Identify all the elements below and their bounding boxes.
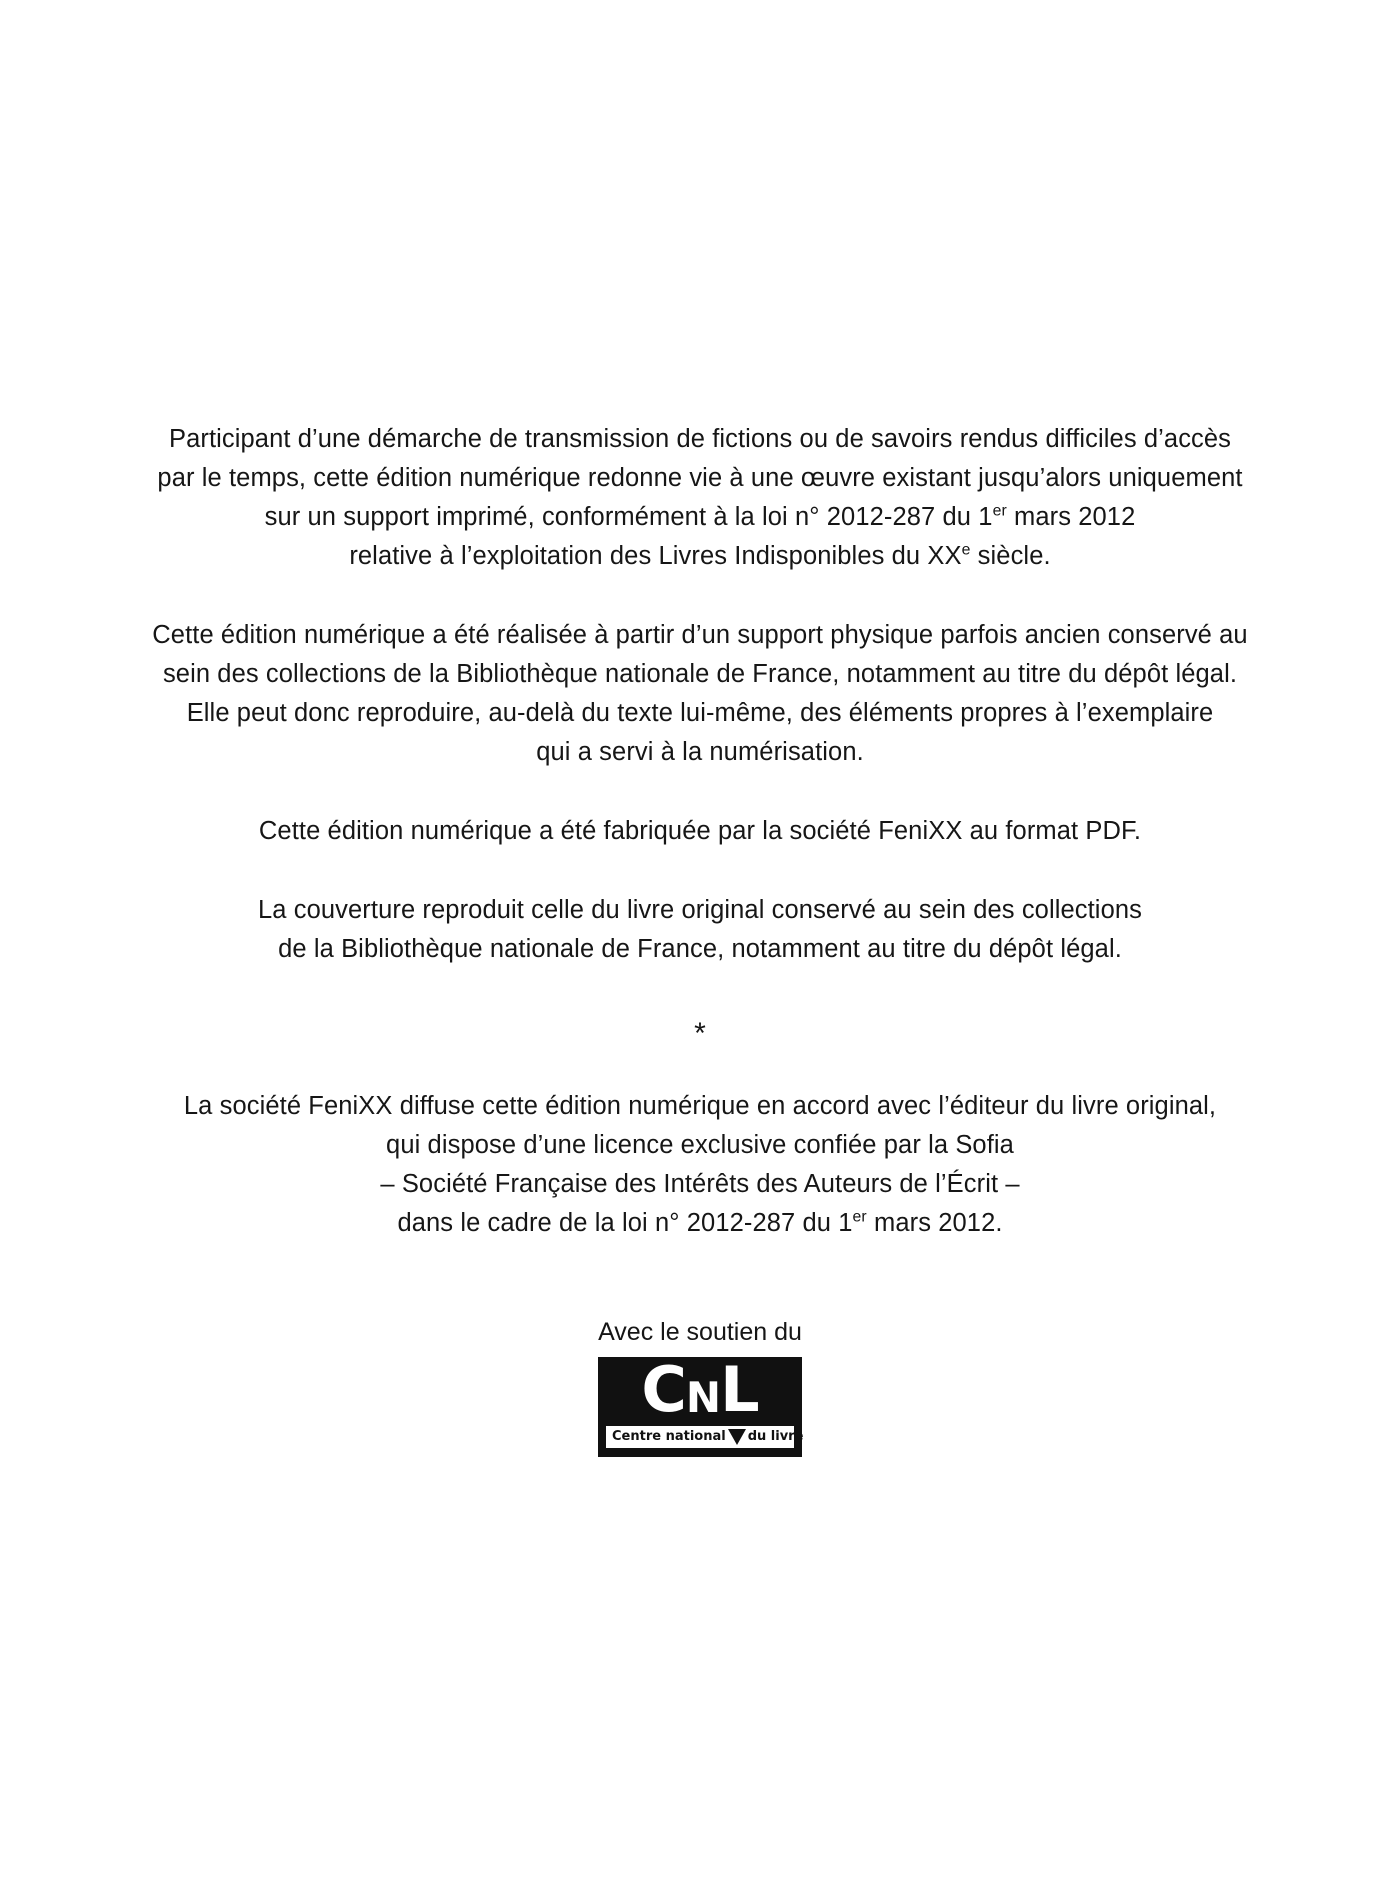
cnl-logo-subtitle <box>606 1426 804 1448</box>
triangle-icon <box>728 1429 746 1445</box>
line-text: siècle. <box>970 542 1051 570</box>
paragraph-physical-support <box>140 616 1260 772</box>
paragraph-line: La société FeniXX diffuse cette édition numérique en accord avec l’éditeur du livre original, <box>183 1092 1217 1120</box>
cnl-subtitle-left: Centre national <box>612 1429 726 1444</box>
paragraph-line: de la Bibliothèque nationale de France, notamment au titre du dépôt légal. <box>278 935 1122 963</box>
paragraph-line: qui dispose d’une licence exclusive confiée par la Sofia <box>386 1131 1014 1159</box>
paragraph-line: par le temps, cette édition numérique redonne vie à une œuvre existant jusqu’alors uniquement <box>157 464 1243 492</box>
cnl-logo-letters <box>598 1353 802 1426</box>
cnl-logo <box>598 1353 804 1457</box>
paragraph-fabrication <box>140 812 1260 851</box>
line-text: mars 2012. <box>866 1209 1003 1237</box>
legal-notice-content <box>0 420 1400 1457</box>
ordinal-suffix: er <box>852 1208 867 1226</box>
paragraph-line <box>140 498 1260 537</box>
cnl-letter-n: N <box>685 1373 721 1422</box>
line-text: mars 2012 <box>1006 503 1136 531</box>
paragraph-line: qui a servi à la numérisation. <box>536 738 864 766</box>
cnl-letter-c: C <box>641 1353 686 1426</box>
paragraph-transmission <box>140 420 1260 576</box>
line-text: sur un support imprimé, conformément à la loi n° 2012-287 du 1 <box>264 503 993 531</box>
ordinal-suffix: e <box>961 541 971 559</box>
paragraph-line: Participant d’une démarche de transmission de fictions ou de savoirs rendus difficiles d’accès <box>168 425 1232 453</box>
paragraph-line: sein des collections de la Bibliothèque nationale de France, notamment au titre du dépôt légal. <box>162 660 1238 688</box>
paragraph-distribution <box>140 1087 1260 1243</box>
paragraph-cover <box>140 891 1260 969</box>
line-text: dans le cadre de la loi n° 2012-287 du 1 <box>397 1209 853 1237</box>
cnl-letter-l: L <box>720 1353 759 1426</box>
paragraph-line: Cette édition numérique a été réalisée à partir d’un support physique parfois ancien conservé au <box>152 621 1248 649</box>
paragraph-line: – Société Française des Intérêts des Auteurs de l’Écrit – <box>380 1170 1020 1198</box>
ordinal-suffix: er <box>992 502 1007 520</box>
support-logo-block <box>598 1317 802 1457</box>
asterisk-separator: * <box>694 1017 706 1050</box>
support-caption: Avec le soutien du <box>598 1318 802 1346</box>
line-text: relative à l’exploitation des Livres Indisponibles du XX <box>349 542 962 570</box>
paragraph-line <box>140 537 1260 576</box>
paragraph-line: Cette édition numérique a été fabriquée par la société FeniXX au format PDF. <box>258 817 1142 845</box>
paragraph-line: Elle peut donc reproduire, au-delà du texte lui-même, des éléments propres à l’exemplaire <box>186 699 1214 727</box>
paragraph-line <box>140 1204 1260 1243</box>
cnl-subtitle-right: du livre <box>747 1429 804 1444</box>
paragraph-line: La couverture reproduit celle du livre original conservé au sein des collections <box>258 896 1142 924</box>
